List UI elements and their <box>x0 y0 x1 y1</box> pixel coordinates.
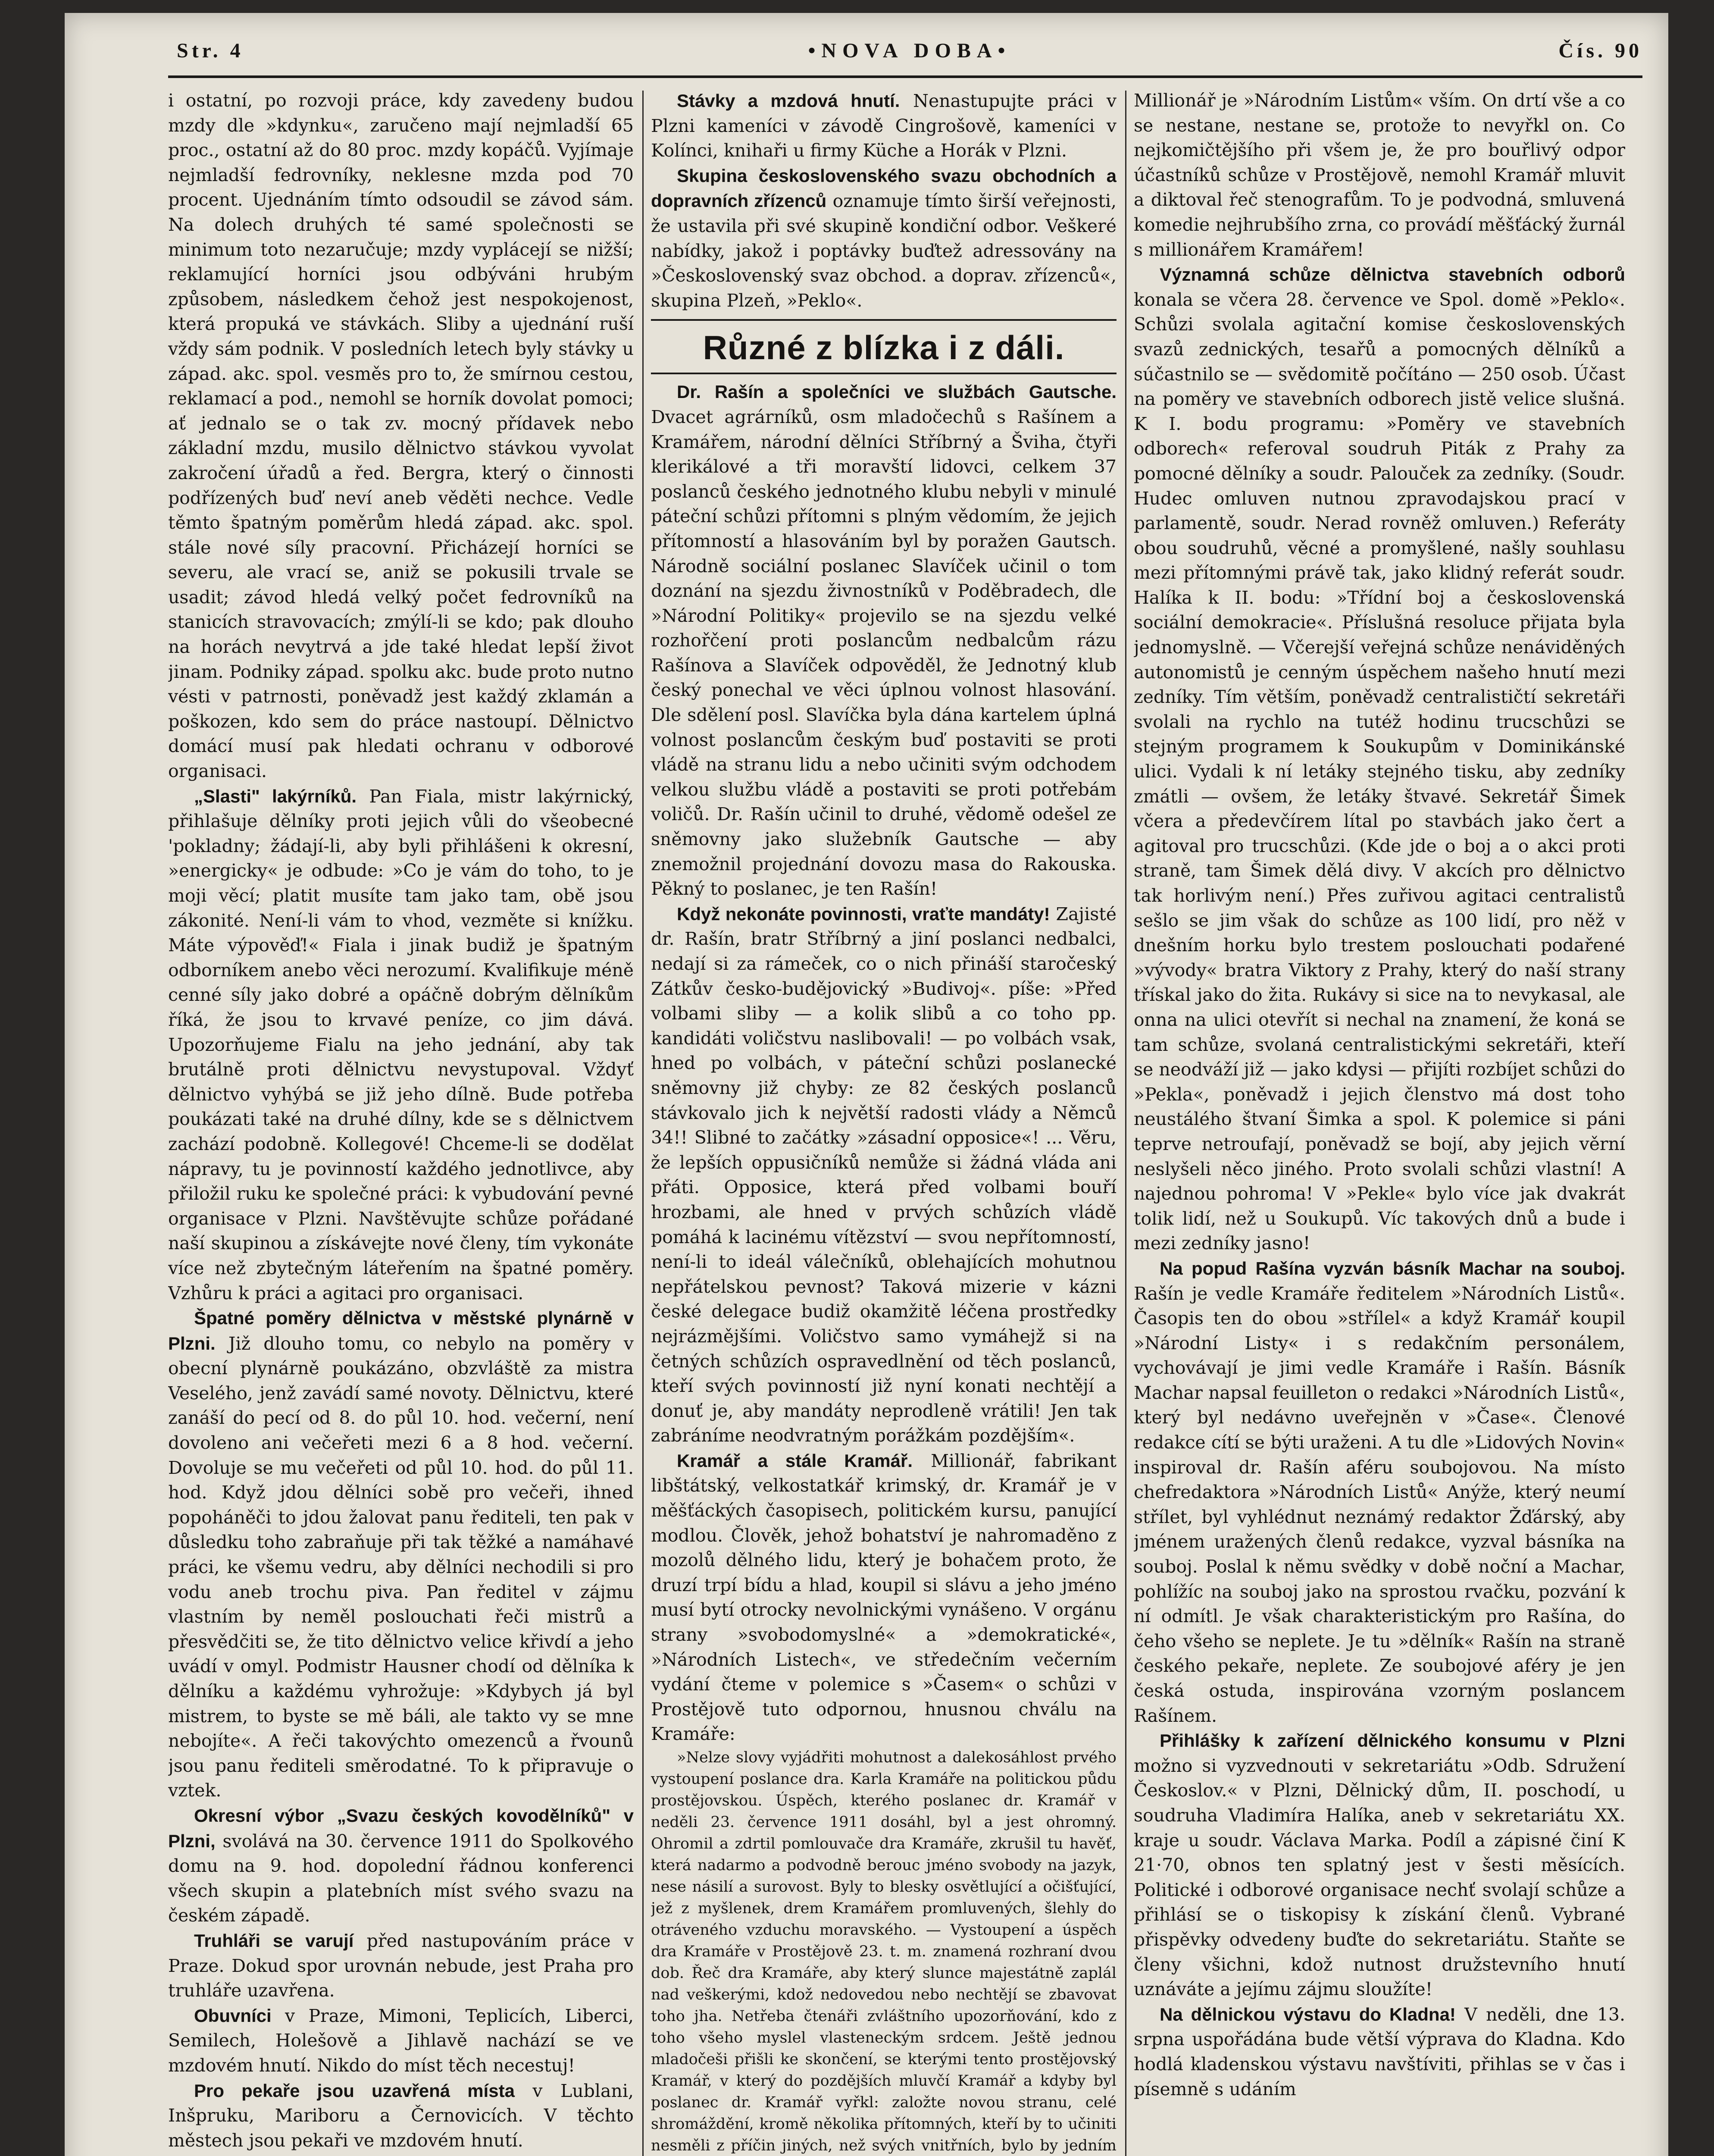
article <box>651 379 1117 901</box>
article-heading: Kramář a stále Kramář. <box>677 1450 913 1471</box>
article-text: Rašín je vedle Kramáře ředitelem »Národních Listů«. Časopis ten do obou »střílel« a když Kramář koupil »Národní Listy« i s redakčním personálem, vychovávají je jimi vedle Kramáře i Rašín. Básník Machar napsal feuilleton o redakci »Národních Listů«, který byl nedávno uveřejněn v »Čase«. Členové redakce cítí se býti uraženi. A tu dle »Lidových Novin« inspiroval dr. Rašín aféru soubojovou. Na místo chefredaktora »Národních Listů« Anýže, který neumí střílet, byl vyhlédnut neznámý redaktor Žďárský, aby jménem uražených členů redakce, vyzval básníka na souboj. Poslal k němu svědky v době noční a Machar, pohlížíc na souboj jako na sprostou rvačku, pozvání k ní odmítl. Je však charakteristickým pro Rašína, do čeho všeho se neplete. Je tu »dělník« Rašín na straně českého pekaře, neplete. Ze soubojové aféry je jen česká ostuda, inspirována vzorným poslancem Rašínem. <box>1134 1283 1625 1726</box>
article-heading: Když nekonáte povinnosti, vraťte mandáty! <box>677 903 1050 924</box>
article-heading: Na popud Rašína vyzván básník Machar na souboj. <box>1160 1258 1625 1279</box>
article <box>168 1306 634 1803</box>
page-number: Str. 4 <box>177 39 244 62</box>
article-heading: „Slasti" lakýrníků. <box>194 786 357 806</box>
article-text: Dvacet agrárníků, osm mladočechů s Rašínem a Kramářem, národní dělníci Stříbrný a Šviha, čtyři klerikálové a tři moravští lidovci, celkem 37 poslanců českého jednotného klubu nebyli v minulé páteční schůzi přítomni s plným vědomím, že jejich přítomností a hlasováním byl by poražen Gautsch. Národně sociální poslanec Slavíček učinil o tom doznání na sjezdu živnostníků v Poděbradech, dle »Národní Politiky« projevilo se na sjezdu velké rozhořčení proti poslancům nedbalcům rázu Rašínova a Slavíček odpověděl, že Jednotný klub český ponechal ve věci úplnou volnost hlasování. Dle sdělení posl. Slavíčka byla dána kartelem úplná volnost poslancům českým buď postaviti se proti vládě na stranu lidu a nebo učiniti svým odchodem velkou službu vládě a postaviti se proti potřebám voličů. Dr. Rašín učinil to druhé, vědomě odešel ze sněmovny jako služebník Gautsche — aby znemožnil projednání dovozu masa do Rakouska. Pěkný to poslanec, je ten Rašín! <box>651 406 1117 899</box>
article <box>1134 1728 1625 2002</box>
article-text: svolává na 30. července 1911 do Spolkového domu na 9. hod. dopolední řádnou konferenci všech skupin a platebních míst svého svazu na českém západě. <box>168 1830 634 1926</box>
article-text: oznamuje tímto širší veřejnosti, že ustavila při své skupině kondiční odbor. Veškeré nabídky, jakož i poptávky buďtež adressovány na »Československý svaz obchod. a doprav. zřízenců«, skupina Plzeň, »Peklo«. <box>651 191 1117 311</box>
article <box>651 902 1117 1448</box>
article-heading: Významná schůze dělnictva stavebních odborů <box>1160 264 1625 285</box>
article-text: Nenastupujte práci v Plzni kameníci v závodě Cingrošově, kameníci v Kolínci, knihaři u firmy Küche a Horák v Plzni. <box>651 91 1117 161</box>
article <box>1134 1256 1625 1728</box>
article <box>1134 2002 1625 2102</box>
article-heading: Přihlášky k zařízení dělnického konsumu v Plzni <box>1160 1730 1625 1751</box>
issue-number: Čís. 90 <box>1558 39 1642 62</box>
article-text: Millionář, fabrikant libštátský, velkostatkář krimský, dr. Kramář je v měšťáckých časopisech, politickém kursu, panující modlou. Člověk, jehož bohatství je nahromaděno z mozolů dělného lidu, který je bohačem proto, že druzí trpí bídu a hlad, koupil si slávu a jeho jméno musí bytí otrocky nevolnickými vynášeno. V orgánu strany »svobodomyslné« a »demokratické«, »Národních Listech«, ve středečním večerním vydání čteme v polemice s »Časem« o schůzi v Prostějově tuto odpornou, hnusnou chválu na Kramáře: <box>651 1450 1117 1745</box>
column-2 <box>651 88 1117 2156</box>
header-rule <box>168 75 1642 78</box>
article-text: možno si vyzvednouti v sekretariátu »Odb. Sdružení Českoslov.« v Plzni, Dělnický dům, II. poschodí, u soudruha Vladimíra Halíka, aneb v sekretariátu XX. kraje u soudr. Václava Marka. Podíl a zápisné činí K 21·70, obnos ten splatný jest v šesti měsících. Politické i odborové organisace nechť svolají schůze a přihlásí se o tiskopisy k získání členů. Vybrané přispěvky odvedeny buďte do sekretariátu. Staňte se členy všichni, kdož nutnost družstevního hnutí uznáváte a jejímu zájmu sloužíte! <box>1134 1755 1625 2000</box>
article <box>1134 262 1625 1256</box>
article-heading: Špatné poměry dělnictva v městské plynárně v Plzni. <box>168 1308 634 1354</box>
article-text: Pan Fiala, mistr lakýrnický, přihlašuje dělníky proti jejich vůli do všeobecné 'pokladny; žádají-li, aby byli přihlášeni k okresní, »energicky« je odbude: »Co je vám do toho, to je moji věcí; platit musíte tam jako tam, obě jsou zákonité. Není-li vám to vhod, vezměte si knížku. Máte výpověď!« Fiala i jinak budiž je špatným odborníkem anebo věci nerozumí. Kvalifikuje méně cenné síly jako dobré a opáčně dobrým dělníkům říká, že jsou to krvavé peníze, co jim dává. Upozorňujeme Fialu na jeho jednání, aby tak brutálně proti dělnictvu nevystupoval. Vždyť dělnictvo vyhýbá se již jeho dílně. Bude potřeba poukázati také na druhé dílny, kde se s dělnictvem zachází podobně. Kollegové! Chceme-li se dodělat nápravy, tu je povinností každého jednotlivce, aby přiložil ruku ke společné práci: k vybudování pevné organisace v Plzni. Navštěvujte schůze pořádané naší skupinou a získávejte nové členy, tím vykonáte více než zbytečným láteřením na špatné poměry. Vzhůru k práci a agitaci pro organisaci. <box>168 786 634 1304</box>
article-heading: Okresní výbor „Svazu českých kovodělníků" v Plzni, <box>168 1805 634 1851</box>
article-text: v Praze, Mimoni, Teplicích, Liberci, Semilech, Holešově a Jihlavě nachází se ve mzdovém hnutí. Nikdo do míst těch necestuj! <box>168 2005 634 2076</box>
article <box>168 1928 634 2003</box>
column-divider <box>642 91 644 2156</box>
newspaper-page <box>65 13 1668 2156</box>
article <box>168 784 634 1306</box>
article <box>168 2003 634 2078</box>
article <box>651 88 1117 163</box>
article-heading: Obuvníci <box>194 2005 272 2026</box>
article-heading: Dr. Rašín a společníci ve službách Gautsche. <box>677 382 1117 402</box>
article-paragraph: Millionář je »Národním Listům« vším. On drtí vše a co se nestane, nestane se, protože to nevyřkl on. Co nejkomičtějšího při všem je, že pro bouřlivý odpor účastníků schůze v Prostějově, nemohl Kramář mluvit a diktoval řeč stenografům. To je podvodná, smluvená komedie nejhrubšího zrna, co provádí měšťácký žurnál s millionářem Kramářem! <box>1134 90 1625 260</box>
newspaper-title: •NOVA DOBA• <box>808 39 1011 62</box>
article-heading: Na dělnickou výstavu do Kladna! <box>1160 2004 1456 2024</box>
article <box>168 1803 634 1928</box>
article-heading: Skupina československého svazu obchodních a dopravních zřízenců <box>651 165 1117 211</box>
column-3 <box>1134 88 1625 2156</box>
article-heading: Truhláři se varují <box>194 1930 354 1951</box>
section-header-box <box>651 319 1117 374</box>
article-text: Již dlouho tomu, co nebylo na poměry v obecní plynárně poukázáno, obzvláště za mistra Veselého, jenž zavádí samé novoty. Dělnictvu, které zanáší do pecí od 8. do půl 10. hod. večerní, není dovoleno ani večeřeti mezi 6 a 8 hod. večerní. Dovoluje se mu večeřeti od půl 10. hod. do půl 11. hod. Když jdou dělníci sobě pro večeři, ihned popoháněči to jdou žalovat panu řediteli, ten pak v důsledku toho zabraňuje při tak těžké a namáhavé práci, ke všemu vedru, aby dělníci nechodili si pro vodu aneb trochu piva. Pan ředitel v zájmu vlastním by neměl poslouchati řeči mistrů a přesvědčiti se, že tito dělnictvo velice křivdí a jeho uvádí v omyl. Podmistr Hausner chodí od dělníka k dělníku a každému vyhrožuje: »Kdybych já byl mistrem, to byste se mě báli, ale takto vy se mne nebojíte«. A řeči takovýchto omezenců a řvounů jsou panu řediteli směrodatné. To k připravuje o vztek. <box>168 1333 634 1801</box>
article-text: v Lublani, Inšpruku, Mariboru a Černovicích. V těchto městech jsou pekaři ve mzdovém hnutí. <box>168 2080 634 2151</box>
section-title: Různé z blízka i z dáli. <box>703 329 1065 367</box>
article-text: Zajisté dr. Rašín, bratr Stříbrný a jiní poslanci nedbalci, nedají si za rámeček, co o nich přináší staročeský Zátkův česko-budějovický »Budivoj«. píše: »Před volbami sliby — a kolik slibů a co toho pp. kandidáti voličstvu naslibovali! — po volbách vsak, hned po volbách, v páteční schůzi poslanecké sněmovny již chyby: ze 82 českých poslanců stávkovalo jich k největší radosti vlády a Němců 34!! Slibné to začátky »zásadní opposice«! ... Věru, že lepších oppusičníků nemůže si žádná vláda ani přáti. Opposice, která před volbami bouří hrozbami, ale hned v prvých schůzích vládě pomáhá k lacinému vítězství — svou nepřítomností, není-li to ideál válečníků, oblehajících mohutnou nepřátelskou pevnost? Taková mizerie v kázni české delegace budiž okamžitě léčena prostředky nejrázmějšími. Voličstvo samo vymáhejž si na četných schůzích ospravedlnění od těch poslanců, kteří svých povinností již nyní konati nechtějí a donuť je, aby mandáty neprodleně vrátili! Jen tak zabráníme neodvratným porážkám pozdějším«. <box>651 903 1117 1446</box>
quoted-text: »Nelze slovy vyjádřiti mohutnost a dalekosáhlost prvého vystoupení poslance dra. Karla Kramáře na politickou půdu prostějovskou. Úspěch, kterého poslanec dr. Kramář v neděli 23. července 1911 dosáhl, byl a jest ohromný. Ohromil a zdrtil pomlouvače dra Kramáře, zkrušil tu havěť, která nadarmo a podvodně berouc jméno svobody na jazyk, nese násilí a surovost. Byly to blesky osvětlující a očišťující, jež z myšlenek, drem Kramářem promluvených, šlehly do otráveného vzduchu moravského. — Vystoupení a úspěch dra Kramáře v Prostějově 23. t. m. znamená rozhraní dvou dob. Řeč dra Kramáře, aby který slunce majestátně zaplál nad veškerými, kdož nedovedou nebo nechtějí se zbavovat toho jha. Netřeba čtenáři zvláštního upozorňování, kdo z toho všeho myslel vlasteneckým srdcem. Ještě jednou mladočeši přišli ke skončení, se kterými tento prostějovský Kramář, v který do pozdějších mluvčí Kramář a kdyby byl poslanec dr. Kramář vyřkl: založte novou stranu, celé shromáždění, kromě několika přítomných, kteří by to učiniti nesměli z příčin jiných, než svých vnitřních, bylo by jedním <box>651 1749 1117 2154</box>
article <box>168 2153 634 2156</box>
article <box>651 163 1117 313</box>
page-header <box>177 30 1642 69</box>
article <box>651 1448 1117 1747</box>
article-text: V neděli, dne 13. srpna uspořádána bude větší výprava do Kladna. Kdo hodlá kladenskou výstavu navštíviti, přihlas se v čas i písemně s udáním <box>1134 2004 1625 2100</box>
article-text: před nastupováním práce v Praze. Dokud spor urovnán nebude, jest Praha pro truhláře uzavřena. <box>168 1930 634 2001</box>
article <box>168 2078 634 2153</box>
article-text: konala se včera 28. července ve Spol. domě »Peklo«. Schůzi svolala agitační komise československých svazů zednických, tesařů a pomocných dělníků a súčastnilo se — svědomitě počítáno — 250 osob. Účast na poměry ve stavebních odborech jistě velice slušná. K I. bodu programu: »Poměry ve stavebních odborech« referoval soudruh Piták z Prahy za pomocné dělníky a soudr. Palouček za zedníky. (Soudr. Hudec omluven nutnou zpravodajskou prací v parlamentě, soudr. Nerad rovněž omluven.) Referáty obou soudruhů, věcné a promyšlené, našly souhlasu mezi přítomnými právě tak, jako klidný referát soudr. Halíka k II. bodu: »Třídní boj a československá sociální demokracie«. Příslušná resoluce přijata byla jednomyslně. — Včerejší veřejná schůze nenáviděných autonomistů je cenným úspěchem našeho hnutí mezi zedníky. Tím větším, poněvadž centralističtí sekretáři svolali na rychlo na tutéž hodinu trucschůzi se stejným programem k Soukupům v Dominikánské ulici. Vydali k ní letáky stejného tisku, aby zedníky zmátli — ovšem, že letáky štvavé. Sekretář Šimek včera a předevčírem lítal po stavbách jako čert a agitoval pro trucschůzi. (Kde jde o boj a o akci proti straně, tam Šimek dělá divy. V akcích pro dělnictvo tak horlivým není.) Přes zuřivou agitaci centralistů sešlo se jim však do schůze as 100 lidí, pro něž v dnešním horku bylo trestem poslouchati podařené »vývody« bratra Viktory z Prahy, který do naší strany třískal jako do žita. Rukávy si sice na to nevykasal, ale onna na ulici otevřít si nechal na znamení, že koná se tam schůze, svolaná centralistickými sekretáři, kteří se neodváží již — jako kdysi — přijíti rozbíjet schůzi do »Pekla«, poněvadž i jejich členstvo má dost toho neustálého štvaní Šimka a spol. K polemice si páni teprve netroufají, poněvadž se bojí, aby jejich věrní neslyšeli něco jiného. Proto svolali schůzi vlastní! A najednou pohroma! V »Pekle« bylo více jak dvakrát tolik lidí, než u Soukupů. Víc takových dnů a bude i mezi zedníky jasno! <box>1134 289 1625 1254</box>
article-paragraph: i ostatní, po rozvoji práce, kdy zavedeny budou mzdy dle »kdynku«, zaručeno mají nejmladší 65 proc., ostatní až do 80 proc. mzdy kopáčů. Vyjímaje nejmladší fedrovníky, neklesne mzda pod 70 procent. Ujednáním tímto odsoudil se závod sám. Na dolech druhých té samé společnosti se minimum toto nezaručuje; mzdy vyplácejí se nižší; reklamující horníci jsou odbýváni hrubým způsobem, následkem čehož jest nespokojenost, která propuká ve stávkách. Sliby a ujednání ruší vždy sám podnik. V posledních letech byly stávky u západ. akc. spol. vesměs pro to, že smírnou cestou, reklamací a pod., nemohl se horník dovolat pomoci; ať jednalo se o tak zv. mocný přídavek nebo základní mzdu, musilo dělnictvo stávkou vyvolat zakročení úřadů a řed. Bergra, který o činnosti podřízených buď neví aneb věděti nechce. Vedle těmto špatným poměrům hledá západ. akc. spol. stále nové síly pracovní. Přicházejí horníci se severu, ale vrací se, aniž se pokusili trvale se usadit; závod hledá velký počet fedrovníků na stanicích stravovacích; zmýlí-li se kdo; pak dlouho na horách nevytrvá a jde také hledat lepší život jinam. Podniky západ. spolku akc. bude proto nutno vésti v patrnosti, poněvadž jest každý zklamán a poškozen, kdo sem do práce nastoupí. Dělnictvo domácí musí pak hledati ochranu v odborové organisaci. <box>168 90 634 782</box>
column-divider <box>1125 91 1126 2156</box>
article-heading: Pro pekaře jsou uzavřená místa <box>194 2080 515 2101</box>
article-heading: Stávky a mzdová hnutí. <box>677 91 900 111</box>
column-1 <box>168 88 634 2156</box>
